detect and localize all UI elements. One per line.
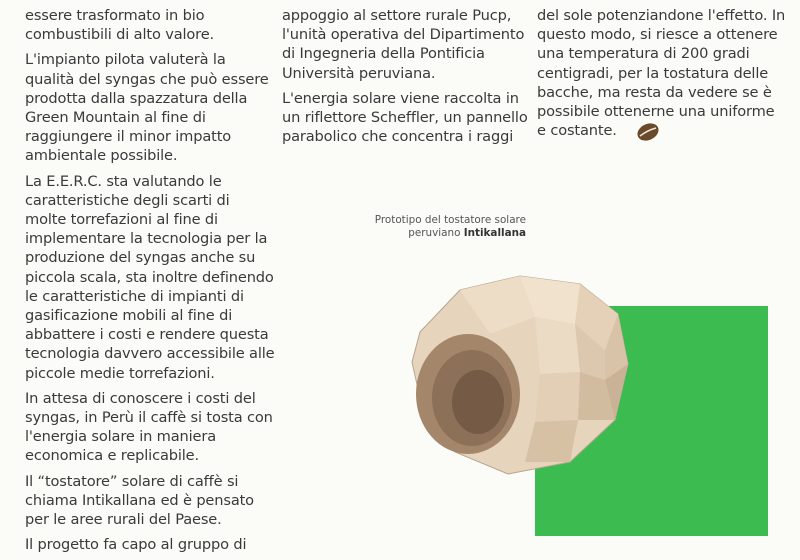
caption-line: Prototipo del tostatore solare (374, 214, 526, 226)
paragraph (537, 6, 787, 148)
caption-line (330, 227, 526, 240)
article-column-3 (537, 6, 787, 154)
paragraph: Il progetto fa capo al gruppo di (25, 536, 247, 554)
paragraph: In attesa di conoscere i costi del syngas, in Perù il caffè si tosta con l'energia solare in maniera economica e replicabile. (25, 389, 273, 465)
image-caption (330, 214, 526, 240)
paragraph: appoggio al settore rurale Pucp, l'unità operativa del Dipartimento di Ingegneria della Pontificia Università peruviana. (282, 7, 525, 82)
paragraph: La E.E.R.C. sta valutando le caratteristiche degli scarti di molte torrefazioni al fine di implementare la tecnologia per la produzione del syngas anche su piccola scala, sta inoltre definendo le caratteristiche di impianti di gasificazione mobili al fine di abbattere i costi e rendere questa tecnologia davvero accessibile alle piccole medie torrefazioni. (25, 172, 275, 382)
paragraph: Il “tostatore” solare di caffè si chiama Intikallana ed è pensato per le aree rurali del Paese. (25, 472, 254, 529)
paragraph: essere trasformato in bio combustibili di alto valore. (25, 7, 215, 44)
paragraph-text: del sole potenziandone l'effetto. In questo modo, si riesce a ottenere una temperatura di 200 gradi centigradi, per la tostatura delle bacche, ma resta da vedere se è possibile ottenerne una uniforme e costante. (537, 7, 786, 140)
paragraph: L'energia solare viene raccolta in un riflettore Scheffler, un pannello parabolico che concentra i raggi (282, 89, 528, 146)
article-column-1 (25, 6, 275, 560)
caption-text: peruviano (408, 227, 464, 239)
article-column-2 (282, 6, 532, 152)
paragraph: L'impianto pilota valuterà la qualità del syngas che può essere prodotta dalla spazzatura della Green Mountain al fine di raggiungere il minor impatto ambientale possibile. (25, 51, 269, 165)
roaster-prototype-image (400, 262, 650, 492)
caption-product-name: Intikallana (463, 227, 526, 239)
coffee-bean-icon (635, 121, 661, 148)
